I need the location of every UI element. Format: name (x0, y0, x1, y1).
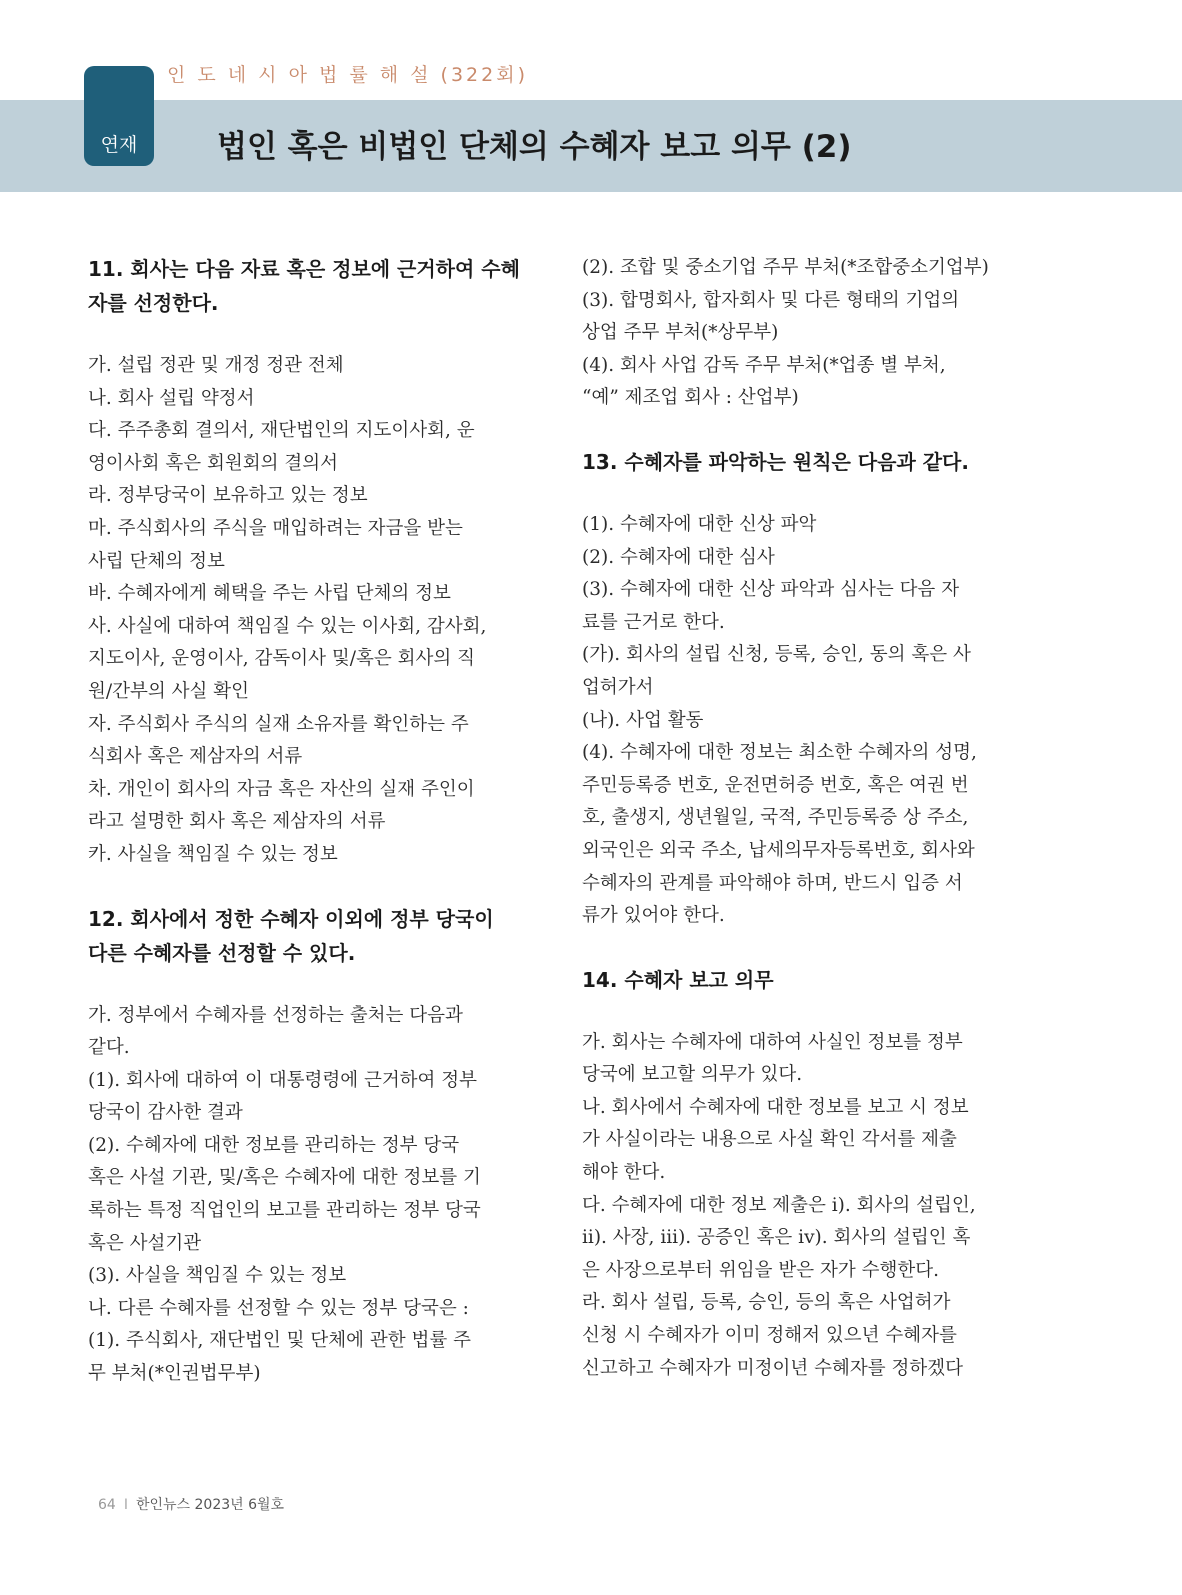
text-line: 식회사 혹은 제삼자의 서류 (88, 746, 303, 768)
text-line: 카. 사실을 책임질 수 있는 정보 (88, 843, 338, 865)
text-line: (1). 수혜자에 대한 신상 파악 (582, 513, 817, 535)
text-line: 해야 한다. (582, 1162, 666, 1184)
issue-label: 한인뉴스 2023년 6월호 (135, 1497, 285, 1513)
text-line: (2). 수혜자에 대한 정보를 관리하는 정부 당국 (88, 1134, 460, 1156)
section-11-body (88, 350, 538, 872)
text-line: 업허가서 (582, 676, 654, 698)
text-line: 가 사실이라는 내용으로 사실 확인 각서를 제출 (582, 1129, 957, 1151)
text-line: 자. 주식회사 주식의 실재 소유자를 확인하는 주 (88, 713, 469, 735)
section-12-continued (582, 252, 1032, 415)
text-line: (나). 사업 활동 (582, 709, 704, 731)
section-12-heading-line: 12. 회사에서 정한 수혜자 이외에 정부 당국이 (88, 906, 494, 931)
text-line: ii). 사장, iii). 공증인 혹은 iv). 회사의 설립인 혹 (582, 1227, 971, 1249)
text-line: 록하는 특정 직업인의 보고를 관리하는 정부 당국 (88, 1200, 481, 1222)
text-line: 가. 설립 정관 및 개정 정관 전체 (88, 355, 344, 376)
text-line: 나. 회사 설립 약정서 (88, 387, 255, 409)
text-line: 당국에 보고할 의무가 있다. (582, 1064, 803, 1086)
text-line: 은 사장으로부터 위임을 받은 자가 수행한다. (582, 1259, 939, 1281)
page-number: 64 (98, 1497, 116, 1513)
text-line: 영이사회 혹은 회원회의 결의서 (88, 452, 338, 474)
text-line: 상업 주무 부처(*상무부) (582, 322, 779, 344)
text-line: 마. 주식회사의 주식을 매입하려는 자금을 받는 (88, 517, 463, 539)
text-line: (3). 합명회사, 합자회사 및 다른 형태의 기업의 (582, 289, 960, 311)
text-line: 사. 사실에 대하여 책임질 수 있는 이사회, 감사회, (88, 615, 487, 637)
text-line: 주민등록증 번호, 운전면허증 번호, 혹은 여권 번 (582, 774, 969, 796)
text-line: 바. 수혜자에게 혜택을 주는 사립 단체의 정보 (88, 583, 451, 605)
text-line: 혹은 사설 기관, 및/혹은 수혜자에 대한 정보를 기 (88, 1167, 481, 1189)
text-line: (2). 수혜자에 대한 심사 (582, 546, 775, 568)
section-13-heading: 13. 수혜자를 파악하는 원칙은 다음과 같다. (582, 449, 969, 474)
text-line: 원/간부의 사실 확인 (88, 680, 249, 702)
text-line: 혹은 사설기관 (88, 1232, 202, 1254)
section-13-body (582, 509, 1032, 933)
text-line: “예” 제조업 회사 : 산업부) (582, 387, 799, 409)
text-line: 나. 다른 수혜자를 선정할 수 있는 정부 당국은 : (88, 1297, 469, 1319)
text-line: 수혜자의 관계를 파악해야 하며, 반드시 입증 서 (582, 872, 963, 894)
footer-separator: I (123, 1497, 128, 1513)
text-line: 라. 회사 설립, 등록, 승인, 등의 혹은 사업허가 (582, 1292, 951, 1314)
text-line: 외국인은 외국 주소, 납세의무자등록번호, 회사와 (582, 839, 975, 861)
text-line: 가. 정부에서 수혜자를 선정하는 출처는 다음과 (88, 1004, 463, 1026)
section-14-body (582, 1027, 1032, 1386)
text-line: 다. 주주총회 결의서, 재단법인의 지도이사회, 운 (88, 420, 475, 442)
text-line: (3). 사실을 책임질 수 있는 정보 (88, 1265, 347, 1287)
left-column (88, 252, 538, 1391)
text-line: (1). 주식회사, 재단법인 및 단체에 관한 법률 주 (88, 1330, 471, 1352)
text-line: 나. 회사에서 수혜자에 대한 정보를 보고 시 정보 (582, 1096, 969, 1118)
text-line: 같다. (88, 1037, 130, 1059)
section-12-body (88, 1000, 538, 1391)
page-footer (98, 1494, 284, 1514)
text-line: 사립 단체의 정보 (88, 550, 225, 572)
text-line: 무 부처(*인권법무부) (88, 1363, 261, 1385)
text-line: 라고 설명한 회사 혹은 제삼자의 서류 (88, 811, 386, 833)
text-line: (4). 회사 사업 감독 주무 부처(*업종 별 부처, (582, 354, 946, 376)
section-12-heading-line: 다른 수혜자를 선정할 수 있다. (88, 940, 356, 965)
text-line: 당국이 감사한 결과 (88, 1102, 243, 1124)
text-line: 가. 회사는 수혜자에 대하여 사실인 정보를 정부 (582, 1031, 963, 1053)
text-line: (3). 수혜자에 대한 신상 파악과 심사는 다음 자 (582, 579, 960, 601)
text-line: 류가 있어야 한다. (582, 905, 725, 927)
section-14-heading: 14. 수혜자 보고 의무 (582, 967, 774, 992)
text-line: 차. 개인이 회사의 자금 혹은 자산의 실재 주인이 (88, 778, 475, 800)
series-heading: 인 도 네 시 아 법 률 해 설 (322회) (167, 64, 528, 86)
text-line: 다. 수혜자에 대한 정보 제출은 i). 회사의 설립인, (582, 1194, 976, 1216)
series-tab-label: 연재 (100, 134, 138, 156)
text-line: (2). 조합 및 중소기업 주무 부처(*조합중소기업부) (582, 257, 989, 278)
text-line: (1). 회사에 대하여 이 대통령령에 근거하여 정부 (88, 1069, 478, 1091)
right-column (582, 252, 1032, 1385)
text-line: 호, 출생지, 생년월일, 국적, 주민등록증 상 주소, (582, 807, 969, 829)
text-line: 지도이사, 운영이사, 감독이사 및/혹은 회사의 직 (88, 648, 475, 670)
text-line: 신청 시 수혜자가 이미 정해저 있으년 수혜자를 (582, 1325, 957, 1347)
text-line: (가). 회사의 설립 신청, 등록, 승인, 동의 혹은 사 (582, 644, 971, 666)
text-line: 신고하고 수혜자가 미정이년 수혜자를 정하겠다 (582, 1357, 963, 1379)
text-line: (4). 수혜자에 대한 정보는 최소한 수혜자의 성명, (582, 742, 977, 764)
section-11-heading-line: 자를 선정한다. (88, 291, 219, 315)
text-line: 라. 정부당국이 보유하고 있는 정보 (88, 485, 368, 507)
page-title: 법인 혹은 비법인 단체의 수혜자 보고 의무 (2) (217, 129, 852, 165)
section-11-heading-line: 11. 회사는 다음 자료 혹은 정보에 근거하여 수혜 (88, 257, 520, 281)
text-line: 료를 근거로 한다. (582, 611, 725, 633)
